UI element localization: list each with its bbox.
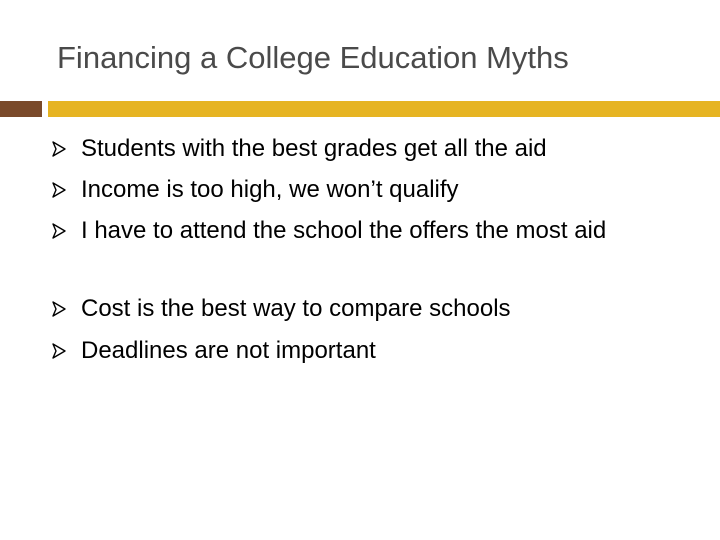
arrow-bullet-icon — [51, 301, 67, 317]
arrow-bullet-icon — [51, 223, 67, 239]
bullet-text: Income is too high, we won’t qualify — [81, 176, 459, 203]
bullet-text: I have to attend the school the offers the most aid — [81, 217, 607, 244]
bullet-text: Deadlines are not important — [81, 337, 376, 364]
title-accent-bar-gold — [48, 101, 720, 117]
arrow-bullet-icon — [51, 141, 67, 157]
bullet-text: Cost is the best way to compare schools — [81, 295, 511, 322]
bullet-text: Students with the best grades get all the aid — [81, 135, 547, 162]
arrow-bullet-icon — [51, 343, 67, 359]
slide-title: Financing a College Education Myths — [57, 40, 569, 75]
arrow-bullet-icon — [51, 182, 67, 198]
title-accent-bar-dark — [0, 101, 42, 117]
